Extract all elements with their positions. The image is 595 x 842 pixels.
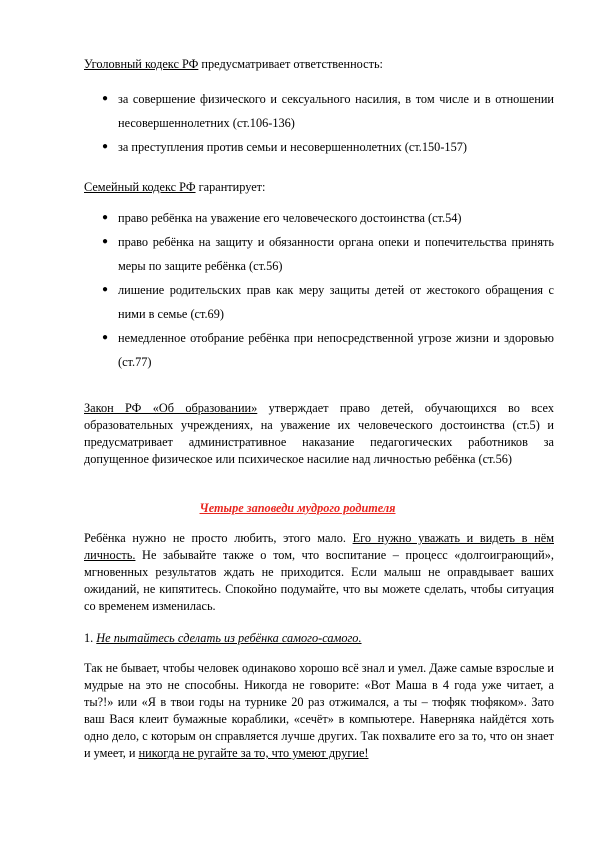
- family-code-heading-rest: гарантирует:: [195, 180, 266, 194]
- education-law-text: утверждает право детей, обучающихся во всех образовательных учреждениях, на уважение их человеческого достоинства (ст.5) и предусматривает административное наказание педагогических работников за допущенное физическое или психическое насилие над личностью ребёнка (ст.56): [84, 401, 554, 466]
- bullet-icon: ●: [102, 332, 109, 343]
- criminal-code-link[interactable]: Уголовный кодекс РФ: [84, 57, 199, 71]
- rule-1-underlined: никогда не ругайте за то, что умеют другие!: [138, 746, 369, 760]
- bullet-icon: ●: [102, 212, 109, 223]
- intro-text-1: Ребёнка нужно не просто любить, этого мало.: [84, 531, 353, 545]
- list-item-text: за преступления против семьи и несовершеннолетних (ст.150-157): [118, 140, 467, 154]
- rule-1-number: 1.: [84, 631, 97, 645]
- bullet-icon: ●: [102, 93, 109, 104]
- list-item-text: лишение родительских прав как меру защиты детей от жестокого обращения с ними в семье (ст.69): [118, 283, 554, 321]
- intro-text-2: Не забывайте также о том, что воспитание – процесс «долгоиграющий», мгновенных результатов ждать не приходится. Если малыш не оправдывает ваших ожиданий, не кипятитесь. Спокойно подумайте, что вы можете сделать, чтобы ситуация со временем изменилась.: [84, 548, 554, 613]
- criminal-code-heading: [84, 56, 383, 73]
- education-law-paragraph: [84, 400, 554, 468]
- list-item-text: за совершение физического и сексуального насилия, в том числе и в отношении несовершеннолетних (ст.106-136): [118, 92, 554, 130]
- list-item: [84, 135, 554, 159]
- list-item: [84, 206, 554, 230]
- list-item-text: немедленное отобрание ребёнка при непосредственной угрозе жизни и здоровью (ст.77): [118, 331, 554, 369]
- list-item: [84, 230, 554, 278]
- list-item: [84, 87, 554, 135]
- bullet-icon: ●: [102, 236, 109, 247]
- family-code-list: [84, 206, 554, 374]
- criminal-code-heading-rest: предусматривает ответственность:: [198, 57, 383, 71]
- rule-1-heading: [84, 630, 362, 647]
- intro-underlined: Его нужно уважать и видеть в нём личность.: [84, 531, 554, 562]
- bullet-icon: ●: [102, 284, 109, 295]
- rule-1-title: Не пытайтесь сделать из ребёнка самого-самого.: [96, 631, 362, 645]
- list-item: [84, 278, 554, 326]
- list-item: [84, 326, 554, 374]
- intro-paragraph: [84, 530, 554, 615]
- list-item-text: право ребёнка на защиту и обязанности органа опеки и попечительства принять меры по защите ребёнка (ст.56): [118, 235, 554, 273]
- rule-1-paragraph: [84, 660, 554, 762]
- family-code-heading: [84, 179, 265, 196]
- rule-1-text: Так не бывает, чтобы человек одинаково хорошо всё знал и умел. Даже самые взрослые и мудрые на это не способны. Никогда не говорите: «Вот Маша в 4 года уже читает, а ты?!» или «Я в твои годы на турнике 20 раз отжимался, а ты – тюфяк тюфяком». Зато ваш Вася клеит бумажные кораблики, «сечёт» в компьютере. Наверняка найдётся хоть одно дело, с которым он справляется лучше других. Так похвалите его за то, что он знает и умеет, и: [84, 661, 554, 760]
- education-law-link[interactable]: Закон РФ «Об образовании»: [84, 401, 258, 415]
- commandments-title: Четыре заповеди мудрого родителя: [199, 501, 396, 515]
- criminal-code-list: [84, 87, 554, 159]
- bullet-icon: ●: [102, 141, 109, 152]
- list-item-text: право ребёнка на уважение его человеческого достоинства (ст.54): [118, 211, 462, 225]
- family-code-link[interactable]: Семейный кодекс РФ: [84, 180, 196, 194]
